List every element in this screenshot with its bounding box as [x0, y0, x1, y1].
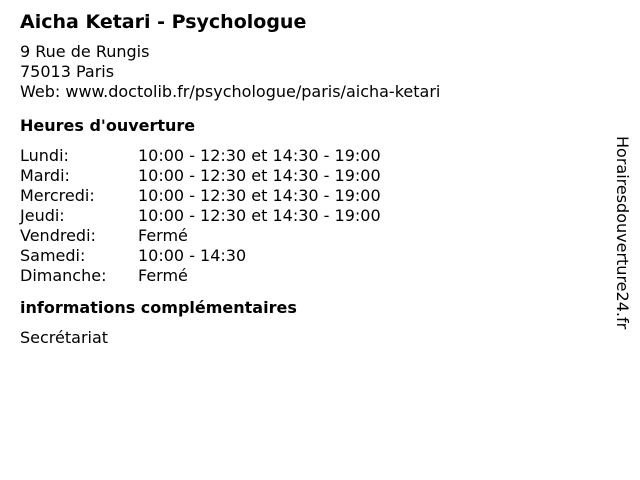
address-block	[20, 42, 600, 102]
hours-row-wednesday	[20, 186, 600, 206]
day-label: Mardi:	[20, 166, 70, 185]
additional-info-text: Secrétariat	[20, 328, 109, 347]
page-title: Aicha Ketari - Psychologue	[20, 11, 307, 33]
day-label: Samedi:	[20, 246, 86, 265]
hours-row-sunday	[20, 266, 600, 286]
day-label: Mercredi:	[20, 186, 95, 205]
time-value: 10:00 - 12:30 et 14:30 - 19:00	[138, 206, 381, 225]
address-street: 9 Rue de Rungis	[20, 42, 150, 61]
hours-row-saturday	[20, 246, 600, 266]
time-value: 10:00 - 12:30 et 14:30 - 19:00	[138, 186, 381, 205]
time-value: Fermé	[138, 226, 188, 245]
time-value: 10:00 - 12:30 et 14:30 - 19:00	[138, 146, 381, 165]
hours-row-monday	[20, 146, 600, 166]
opening-hours-heading: Heures d'ouverture	[20, 116, 196, 135]
day-label: Jeudi:	[20, 206, 65, 225]
opening-hours-table	[20, 146, 600, 286]
hours-row-tuesday	[20, 166, 600, 186]
day-label: Dimanche:	[20, 266, 107, 285]
hours-row-thursday	[20, 206, 600, 226]
time-value: 10:00 - 14:30	[138, 246, 247, 265]
day-label: Vendredi:	[20, 226, 96, 245]
website-line: Web: www.doctolib.fr/psychologue/paris/aicha-ketari	[20, 82, 441, 101]
site-watermark: Horairesdouverture24.fr	[613, 136, 632, 330]
day-label: Lundi:	[20, 146, 69, 165]
additional-info-heading: informations complémentaires	[20, 298, 297, 317]
business-card	[20, 10, 600, 348]
address-city: 75013 Paris	[20, 62, 115, 81]
time-value: Fermé	[138, 266, 188, 285]
time-value: 10:00 - 12:30 et 14:30 - 19:00	[138, 166, 381, 185]
hours-row-friday	[20, 226, 600, 246]
